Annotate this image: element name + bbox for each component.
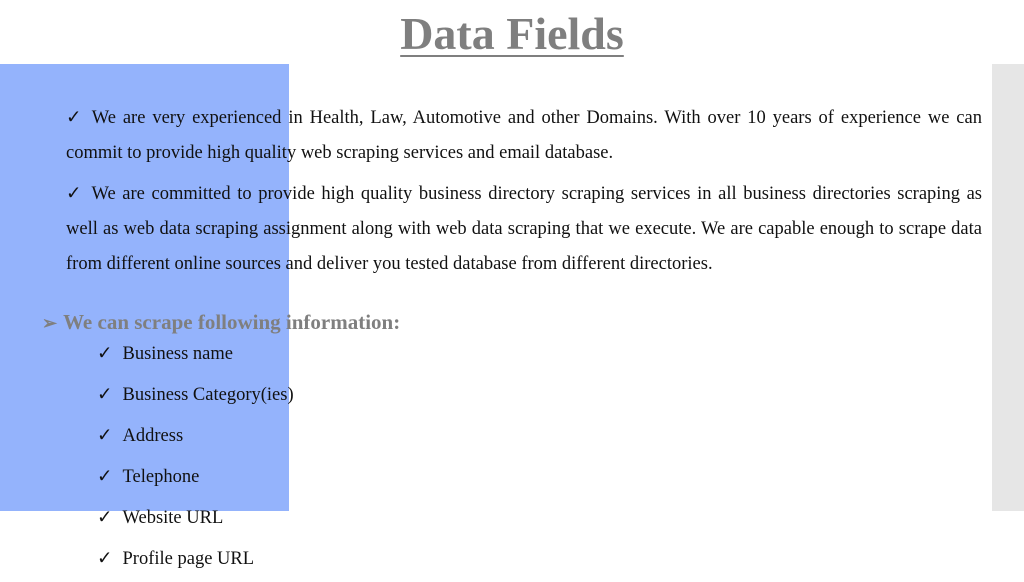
checkmark-icon: ✓ <box>97 344 113 364</box>
list-item-label: Telephone <box>122 467 200 487</box>
list-item-label: Address <box>122 426 184 446</box>
intro-paragraph-text: We are committed to provide high quality business directory scraping services in all business directories scraping as well as web data scraping assignment along with web data scraping that we execute. We are capable enough to scrape data from different online sources and deliver you tested database from different directories. <box>66 184 982 274</box>
checkmark-icon: ✓ <box>66 184 84 204</box>
checkmark-icon: ✓ <box>97 549 113 569</box>
fields-list <box>97 336 294 582</box>
list-item <box>97 418 294 459</box>
list-item <box>97 336 294 377</box>
page-title: Data Fields <box>400 8 624 59</box>
intro-paragraph <box>66 101 982 171</box>
list-item-label: Business Category(ies) <box>122 385 294 405</box>
gray-accent-block <box>992 64 1024 511</box>
intro-paragraph-text: We are very experienced in Health, Law, Automotive and other Domains. With over 10 years of experience we can commit to provide high quality web scraping services and email database. <box>66 108 982 163</box>
fields-heading-text: We can scrape following information: <box>63 310 401 334</box>
list-item <box>97 500 294 541</box>
checkmark-icon: ✓ <box>97 426 113 446</box>
checkmark-icon: ✓ <box>97 385 113 405</box>
list-item-label: Profile page URL <box>122 549 255 569</box>
arrow-bullet-icon: ➢ <box>42 313 58 333</box>
list-item <box>97 377 294 418</box>
list-item-label: Business name <box>122 344 233 364</box>
intro-paragraph <box>66 177 982 282</box>
intro-paragraphs <box>66 101 982 288</box>
list-item <box>97 459 294 500</box>
checkmark-icon: ✓ <box>97 508 113 528</box>
checkmark-icon: ✓ <box>97 467 113 487</box>
list-item-label: Website URL <box>122 508 224 528</box>
fields-heading <box>42 306 400 339</box>
checkmark-icon: ✓ <box>66 108 84 128</box>
